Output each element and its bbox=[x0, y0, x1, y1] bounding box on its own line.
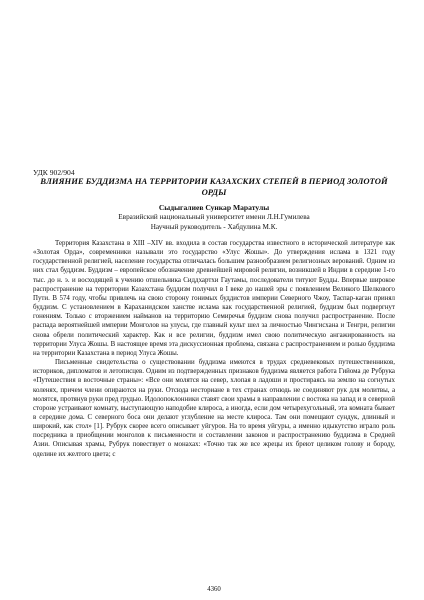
article-title: ВЛИЯНИЕ БУДДИЗМА НА ТЕРРИТОРИИ КАЗАХСКИХ СТЕПЕЙ В ПЕРИОД ЗОЛОТОЙ ОРДЫ bbox=[40, 176, 388, 197]
paper-page bbox=[33, 0, 395, 600]
page-number: 4360 bbox=[207, 586, 221, 593]
body-paragraph: Территория Казахстана в XIII –XIV вв. входила в состав государства известного в исторической литературе как «Золотая Орда», современники называли это государство «Улус Жошы». До утверждения ислама в 1321 году государственной религией, население государства отличалась большим разнообразием религиозных верований. Одним из них стал буддизм. Буддизм – европейское обозначение древнейшей мировой религии, возникшей в Индии в середине 1-го тыс. до н. э. и восходящей к учению отшельника Сиддхартхи Гаутамы, последователи титуют Будды. Впервые широкое распространение на территории Казахстана буддизм получил в I веке до нашей эры с появлением Великого Шелкового Пути. В 574 году, чтобы привлечь на свою сторону гонимых буддистов империи Северного Чжоу, Таспар-каган принял буддизм. С установлением в Караханидском ханстве ислама как государственной религией, буддизм был подвергнут гонениям. Только с вторжением найманов на территорию Семиречья буддизм снова получил распространение. После распада вероятнейшей империи Монголов на улусы, где главный культ шел за личностью Чингисхана и Тенгри, религии снова обрели политический характер. Как и все религии, буддизм имел свою политическую ангажированность на территории Улуса Жошы. В настоящее время эта дискуссионная проблема, связана с распространением и ролью буддизма на территории Казахстана в период Улуса Жошы. bbox=[33, 240, 395, 357]
article-body bbox=[33, 239, 395, 459]
body-paragraph: Письменные свидетельства о существовании буддизма имеются в трудах средневековых путешественников, историков, дипломатов и летописцев. Одним из подтвержденных признаков буддизма является работа Гийома де Рубрука «Путешествия в восточные страны»: «Все они молятся на север, хлопая в ладоши и простираясь на землю на согнутых коленях, причем члени опираются на руки. Отсюда несториане в тех странах отнюдь не соединяют рук для молитвы, а молятся, протянув руки пред грудью. Идолопоклонники ставят свои храмы в направлении с востока на запад и в северной стороне устраивают комнату, выступающую наподобие клироса, а иногда, если дом четырехугольный, эта комната бывает в середине дома. С северного боса они делают углубление на месте клироса. Там они помещают сундук, длинный и широкий, как стол» [1]. Рубрук скорее всего описывает уйгуров. На то время уйгуры, а именно идыкутство играло роль посредника в приобщении монголов к письменности и составлении законов и распространению буддизма в Средней Азии. Описывая храмы, Рубрук повествует о монахах: «Точно так же все жрецы их бреют целиком голову и бороду, оделине их желтого цвета; с bbox=[33, 359, 395, 458]
author-affiliation: Евразийский национальный университет имени Л.Н.Гумилева bbox=[118, 213, 310, 221]
author-name: Сыдыгалиев Сункар Маратулы bbox=[158, 203, 270, 212]
supervisor-line: Научный руководитель - Хабдулина М.К. bbox=[150, 223, 278, 231]
udc-code: УДК 902/904 bbox=[33, 168, 75, 177]
